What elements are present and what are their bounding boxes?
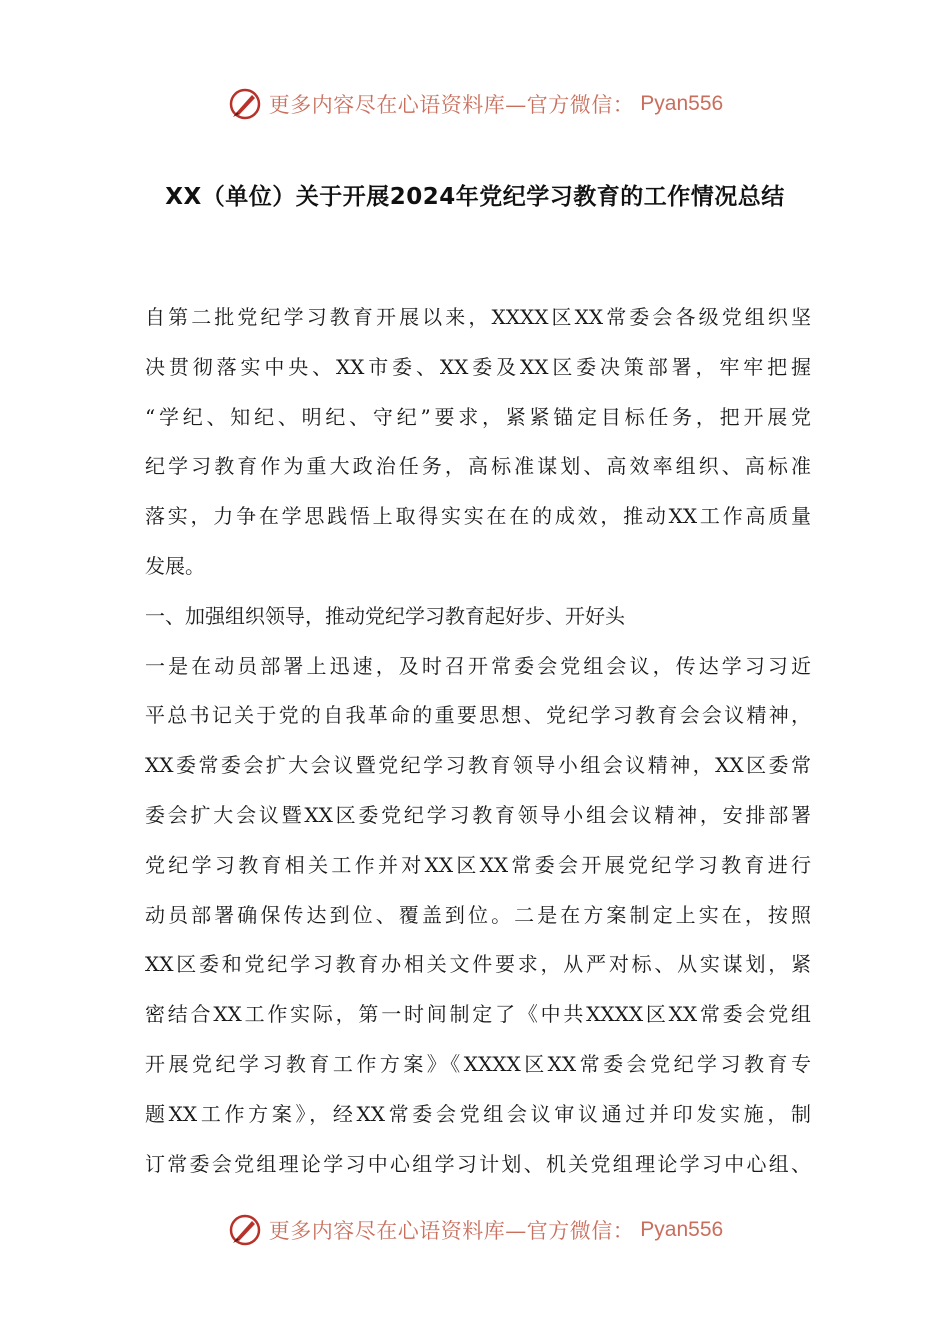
text-line: 委会扩大会议暨XX区委党纪学习教育领导小组会议精神，安排部署 bbox=[145, 802, 811, 827]
text-line: 发展。 bbox=[145, 553, 205, 578]
text-line: 动员部署确保传达到位、覆盖到位。二是在方案制定上实在，按照 bbox=[145, 902, 811, 927]
text-line: 一是在动员部署上迅速，及时召开常委会党组会议，传达学习习近 bbox=[145, 653, 811, 678]
text-line: 党纪学习教育相关工作并对XX区XX常委会开展党纪学习教育进行 bbox=[145, 852, 811, 877]
text-line: 题XX工作方案》，经XX常委会党组会议审议通过并印发实施，制 bbox=[145, 1101, 811, 1126]
text-line: 落实，力争在学思践悟上取得实实在在的成效，推动XX工作高质量 bbox=[145, 504, 811, 529]
document-body bbox=[145, 293, 811, 1189]
quill-pen-logo-icon bbox=[227, 1212, 263, 1248]
text-line: 纪学习教育作为重大政治任务，高标准谋划、高效率组织、高标准 bbox=[145, 454, 811, 479]
watermark-wechat-id: Pyan556 bbox=[640, 92, 724, 115]
text-line: 决贯彻落实中央、XX市委、XX委及XX区委决策部署，牢牢把握 bbox=[145, 354, 811, 379]
watermark-wechat-id: Pyan556 bbox=[640, 1218, 724, 1241]
text-line: 密结合XX工作实际，第一时间制定了《中共XXXX区XX常委会党组 bbox=[145, 1002, 811, 1027]
watermark-text: 更多内容尽在心语资料库—官方微信： bbox=[268, 93, 635, 117]
text-line: “学纪、知纪、明纪、守纪”要求，紧紧锚定目标任务，把开展党 bbox=[145, 404, 811, 429]
footer-watermark bbox=[0, 1210, 950, 1250]
text-line: 订常委会党组理论学习中心组学习计划、机关党组理论学习中心组、 bbox=[145, 1151, 811, 1176]
header-watermark bbox=[0, 84, 950, 124]
text-line: 开展党纪学习教育工作方案》《XXXX区XX常委会党纪学习教育专 bbox=[145, 1051, 811, 1076]
watermark-text: 更多内容尽在心语资料库—官方微信： bbox=[268, 1219, 635, 1243]
text-line: 平总书记关于党的自我革命的重要思想、党纪学习教育会会议精神， bbox=[145, 703, 811, 728]
section-heading: 一、加强组织领导，推动党纪学习教育起好步、开好头 bbox=[145, 603, 625, 628]
quill-pen-logo-icon bbox=[227, 86, 263, 122]
text-line: XX区委和党纪学习教育办相关文件要求，从严对标、从实谋划，紧 bbox=[145, 952, 811, 977]
document-title: XX（单位）关于开展2024年党纪学习教育的工作情况总结 bbox=[165, 184, 785, 210]
text-line: XX委常委会扩大会议暨党纪学习教育领导小组会议精神，XX区委常 bbox=[145, 753, 811, 778]
text-line: 自第二批党纪学习教育开展以来，XXXX区XX常委会各级党组织坚 bbox=[145, 305, 811, 329]
